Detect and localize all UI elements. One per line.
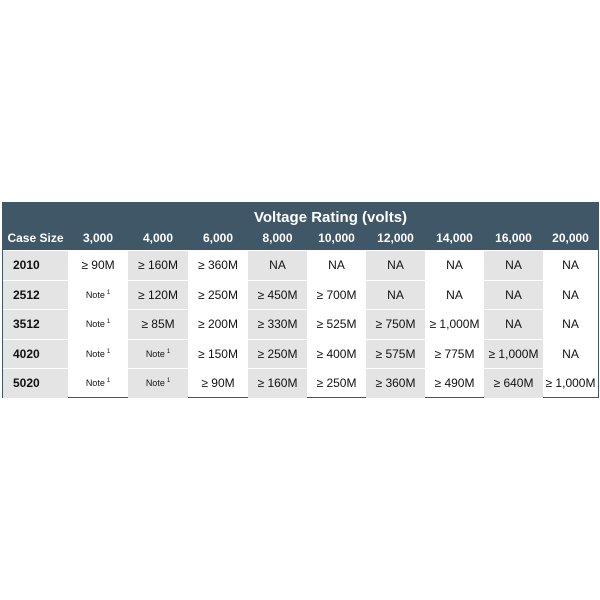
- table-cell: [128, 369, 188, 398]
- table-cell: ≥ 360M: [366, 369, 425, 398]
- column-header-row: [3, 231, 598, 245]
- note-label: Note: [85, 348, 105, 359]
- column-header-14000: 14,000: [436, 231, 473, 245]
- note-superscript: 1: [166, 348, 171, 355]
- table-cell: NA: [562, 317, 579, 332]
- table-cell: ≥ 200M: [198, 317, 238, 332]
- table-cell: NA: [366, 281, 425, 310]
- note-superscript: 1: [106, 378, 111, 385]
- table-cell: ≥ 160M: [128, 251, 188, 280]
- table-cell: NA: [562, 287, 579, 302]
- table-cell: ≥ 750M: [366, 310, 425, 339]
- table-cell: ≥ 85M: [128, 310, 188, 339]
- column-header-8000: 8,000: [262, 231, 293, 245]
- note-superscript: 1: [106, 289, 111, 296]
- case-size-cell: 2512: [3, 281, 68, 310]
- table-cell: ≥ 450M: [248, 281, 307, 310]
- table-cell: [128, 340, 188, 369]
- table-cell: ≥ 250M: [248, 340, 307, 369]
- table-cell: NA: [562, 346, 579, 361]
- table-cell: ≥ 250M: [198, 287, 238, 302]
- case-size-cell: 3512: [3, 310, 68, 339]
- table-cell: ≥ 775M: [434, 346, 475, 361]
- table-row: [3, 368, 598, 398]
- table-cell: ≥ 160M: [248, 369, 307, 398]
- table-row: [3, 309, 598, 339]
- table-body: [3, 250, 598, 398]
- table-cell: ≥ 90M: [81, 258, 115, 273]
- note-label: Note: [85, 319, 105, 330]
- case-size-cell: 5020: [3, 369, 68, 398]
- note-superscript: 1: [106, 348, 111, 355]
- table-cell: ≥ 360M: [198, 258, 238, 273]
- table-cell: [68, 340, 128, 369]
- note-label: Note: [85, 378, 105, 389]
- case-size-cell: 2010: [3, 251, 68, 280]
- column-header-case-size: Case Size: [7, 231, 64, 245]
- table-cell: ≥ 640M: [484, 369, 543, 398]
- table-cell: ≥ 120M: [128, 281, 188, 310]
- column-header-16000: 16,000: [495, 231, 532, 245]
- table-row: [3, 339, 598, 369]
- table-cell: NA: [366, 251, 425, 280]
- table-cell: ≥ 330M: [248, 310, 307, 339]
- note-label: Note: [145, 378, 165, 389]
- table-row: [3, 280, 598, 310]
- table-cell: ≥ 490M: [434, 376, 475, 391]
- table-cell: NA: [484, 310, 543, 339]
- table-cell: ≥ 1,000M: [545, 376, 596, 391]
- table-header: [3, 203, 598, 250]
- table-cell: NA: [446, 287, 463, 302]
- note-label: Note: [85, 289, 105, 300]
- table-cell: [68, 310, 128, 339]
- table-cell: ≥ 90M: [201, 376, 235, 391]
- table-cell: NA: [484, 251, 543, 280]
- table-row: [3, 250, 598, 280]
- table-cell: NA: [328, 258, 345, 273]
- note-superscript: 1: [166, 378, 171, 385]
- note-label: Note: [145, 348, 165, 359]
- table-cell: ≥ 250M: [316, 376, 357, 391]
- voltage-rating-super-header: Voltage Rating (volts): [253, 209, 408, 226]
- table-cell: [68, 281, 128, 310]
- column-header-10000: 10,000: [318, 231, 355, 245]
- table-cell: ≥ 525M: [316, 317, 357, 332]
- column-header-6000: 6,000: [202, 231, 234, 245]
- table-cell: NA: [446, 258, 463, 273]
- table-cell: NA: [562, 258, 579, 273]
- voltage-rating-table: [2, 202, 599, 398]
- table-cell: ≥ 150M: [198, 346, 238, 361]
- note-superscript: 1: [106, 319, 111, 326]
- table-cell: ≥ 400M: [316, 346, 357, 361]
- column-header-12000: 12,000: [377, 231, 414, 245]
- column-header-3000: 3,000: [82, 231, 114, 245]
- column-header-20000: 20,000: [552, 231, 589, 245]
- table-cell: ≥ 1,000M: [429, 317, 480, 332]
- table-cell: NA: [484, 281, 543, 310]
- table-cell: ≥ 700M: [316, 287, 357, 302]
- table-cell: [68, 369, 128, 398]
- table-cell: ≥ 575M: [366, 340, 425, 369]
- table-cell: NA: [248, 251, 307, 280]
- table-cell: ≥ 1,000M: [484, 340, 543, 369]
- column-header-4000: 4,000: [142, 231, 174, 245]
- case-size-cell: 4020: [3, 340, 68, 369]
